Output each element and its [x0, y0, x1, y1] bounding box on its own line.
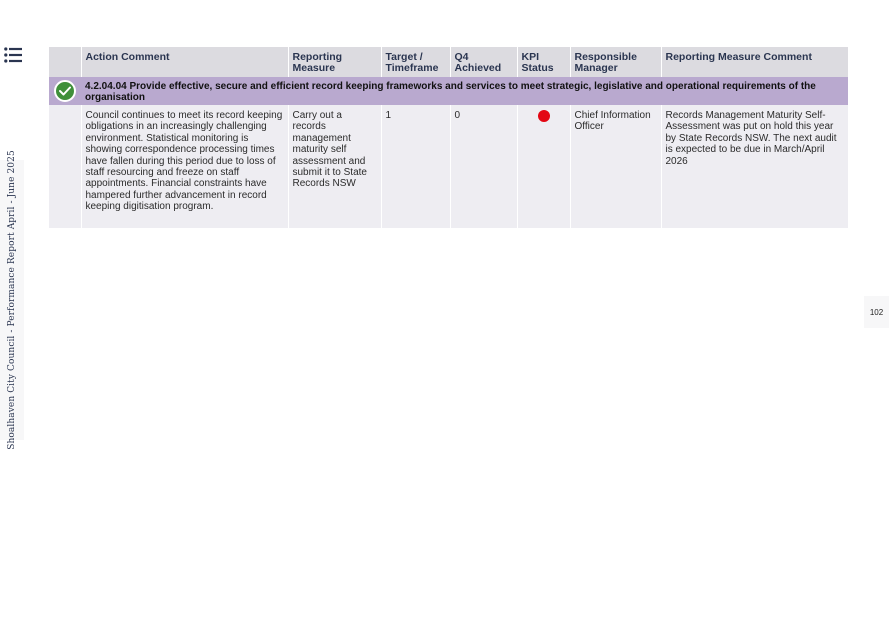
header-kpi-status: KPI Status: [517, 47, 570, 77]
kpi-status-cell: [517, 105, 570, 228]
header-q4-achieved: Q4 Achieved: [450, 47, 517, 77]
header-action-comment: Action Comment: [81, 47, 288, 77]
target-timeframe-cell: 1: [381, 105, 450, 228]
check-circle-icon: [54, 80, 76, 102]
action-group-title: 4.2.04.04 Provide effective, secure and efficient record keeping frameworks and services to meet strategic, legislative and operational requirements of the organisation: [81, 77, 848, 105]
status-cell: [49, 77, 81, 105]
list-icon[interactable]: [4, 47, 22, 63]
header-icon-column: [49, 47, 81, 77]
header-responsible-manager: Responsible Manager: [570, 47, 661, 77]
action-comment-cell: Council continues to meet its record keeping obligations in an increasingly challenging environment. Statistical monitoring is showing correspondence processing times have fallen during this period due to loss of staff resourcing and freeze on staff appointments. Financial constraints have hampered further advancement in record keeping digitisation program.: [81, 105, 288, 228]
performance-table: [49, 47, 848, 228]
side-report-title: [0, 150, 24, 450]
action-group-row: [49, 77, 848, 105]
header-reporting-measure-comment: Reporting Measure Comment: [661, 47, 848, 77]
table-row: [49, 105, 848, 228]
responsible-manager-cell: Chief Information Officer: [570, 105, 661, 228]
table-header-row: [49, 47, 848, 77]
header-target-timeframe: Target / Timeframe: [381, 47, 450, 77]
q4-achieved-cell: 0: [450, 105, 517, 228]
header-reporting-measure: Reporting Measure: [288, 47, 381, 77]
reporting-measure-cell: Carry out a records management maturity self assessment and submit it to State Records NSW: [288, 105, 381, 228]
row-icon-cell: [49, 105, 81, 228]
reporting-measure-comment-cell: Records Management Maturity Self-Assessment was put on hold this year by State Records NSW. The next audit is expected to be due in March/April 2026: [661, 105, 848, 228]
report-title-text: Shoalhaven City Council - Performance Report April - June 2025: [7, 150, 17, 450]
page-number: 102: [864, 296, 889, 328]
kpi-status-dot-icon: [538, 110, 550, 122]
